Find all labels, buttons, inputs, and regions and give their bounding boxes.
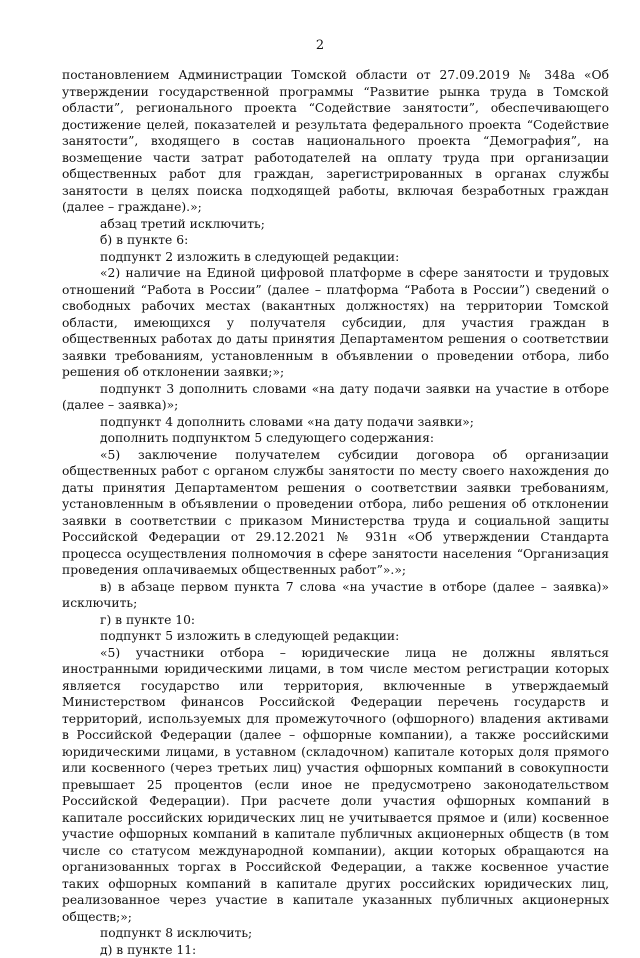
- paragraph-exclude-third-clause: абзац третий исключить;: [62, 216, 609, 233]
- paragraph-subpoint-2-intro: подпункт 2 изложить в следующей редакции:: [62, 249, 609, 266]
- paragraph-item-g-point-10: г) в пункте 10:: [62, 612, 609, 629]
- page-number: 2: [0, 38, 640, 54]
- paragraph-subpoint-4-addition: подпункт 4 дополнить словами «на дату подачи заявки»;: [62, 414, 609, 431]
- document-body: [62, 67, 609, 958]
- paragraph-resolution-continuation: постановлением Администрации Томской области от 27.09.2019 № 348а «Об утверждении государственной программы “Развитие рынка труда в Томской области”, регионального проекта “Содействие занятости”, обеспечивающего достижение целей, показателей и результата федерального проекта “Содействие занятости”, входящего в состав национального проекта “Демография”, на возмещение части затрат работодателей на оплату труда при организации общественных работ для граждан, зарегистрированных в органах службы занятости в целях поиска подходящей работы, включая безработных граждан (далее – граждане).»;: [62, 67, 609, 216]
- paragraph-item-d-point-11: д) в пункте 11:: [62, 942, 609, 958]
- paragraph-add-subpoint-5: дополнить подпунктом 5 следующего содержания:: [62, 430, 609, 447]
- paragraph-subpoint-3-addition: подпункт 3 дополнить словами «на дату подачи заявки на участие в отборе (далее – заявка)»;: [62, 381, 609, 414]
- paragraph-item-b-point-6: б) в пункте 6:: [62, 232, 609, 249]
- paragraph-subpoint-5-revision-intro: подпункт 5 изложить в следующей редакции:: [62, 628, 609, 645]
- paragraph-subpoint-5-revision-text: «5) участники отбора – юридические лица не должны являться иностранными юридическими лицами, в том числе местом регистрации которых является государство или территория, включенные в утверждаемый Министерством финансов Российской Федерации перечень государств и территорий, используемых для промежуточного (офшорного) владения активами в Российской Федерации (далее – офшорные компании), а также российскими юридическими лицами, в уставном (складочном) капитале которых доля прямого или косвенного (через третьих лиц) участия офшорных компаний в совокупности превышает 25 процентов (если иное не предусмотрено законодательством Российской Федерации). При расчете доли участия офшорных компаний в капитале российских юридических лиц не учитывается прямое и (или) косвенное участие офшорных компаний в капитале публичных акционерных обществ (в том числе со статусом международной компании), акции которых обращаются на организованных торгах в Российской Федерации, а также косвенное участие таких офшорных компаний в капитале других российских юридических лиц, реализованное через участие в капитале указанных публичных акционерных обществ;»;: [62, 645, 609, 926]
- paragraph-subpoint-5-text: «5) заключение получателем субсидии договора об организации общественных работ с органом службы занятости по месту своего нахождения до даты принятия Департаментом решения о соответствии заявки требованиям, установленным в объявлении о проведении отбора, либо решения об отклонении заявки в соответствии с приказом Министерства труда и социальной защиты Российской Федерации от 29.12.2021 № 931н «Об утверждении Стандарта процесса осуществления полномочия в сфере занятости населения “Организация проведения оплачиваемых общественных работ”».»;: [62, 447, 609, 579]
- paragraph-subpoint-2-text: «2) наличие на Единой цифровой платформе в сфере занятости и трудовых отношений “Работа в России” (далее – платформа “Работа в России”) сведений о свободных рабочих местах (вакантных должностях) на территории Томской области, имеющихся у получателя субсидии, для участия граждан в общественных работах до даты принятия Департаментом решения о соответствии заявки требованиям, установленным в объявлении о проведении отбора, либо решения об отклонении заявки;»;: [62, 265, 609, 381]
- paragraph-exclude-subpoint-8: подпункт 8 исключить;: [62, 925, 609, 942]
- paragraph-item-v-point-7: в) в абзаце первом пункта 7 слова «на участие в отборе (далее – заявка)» исключить;: [62, 579, 609, 612]
